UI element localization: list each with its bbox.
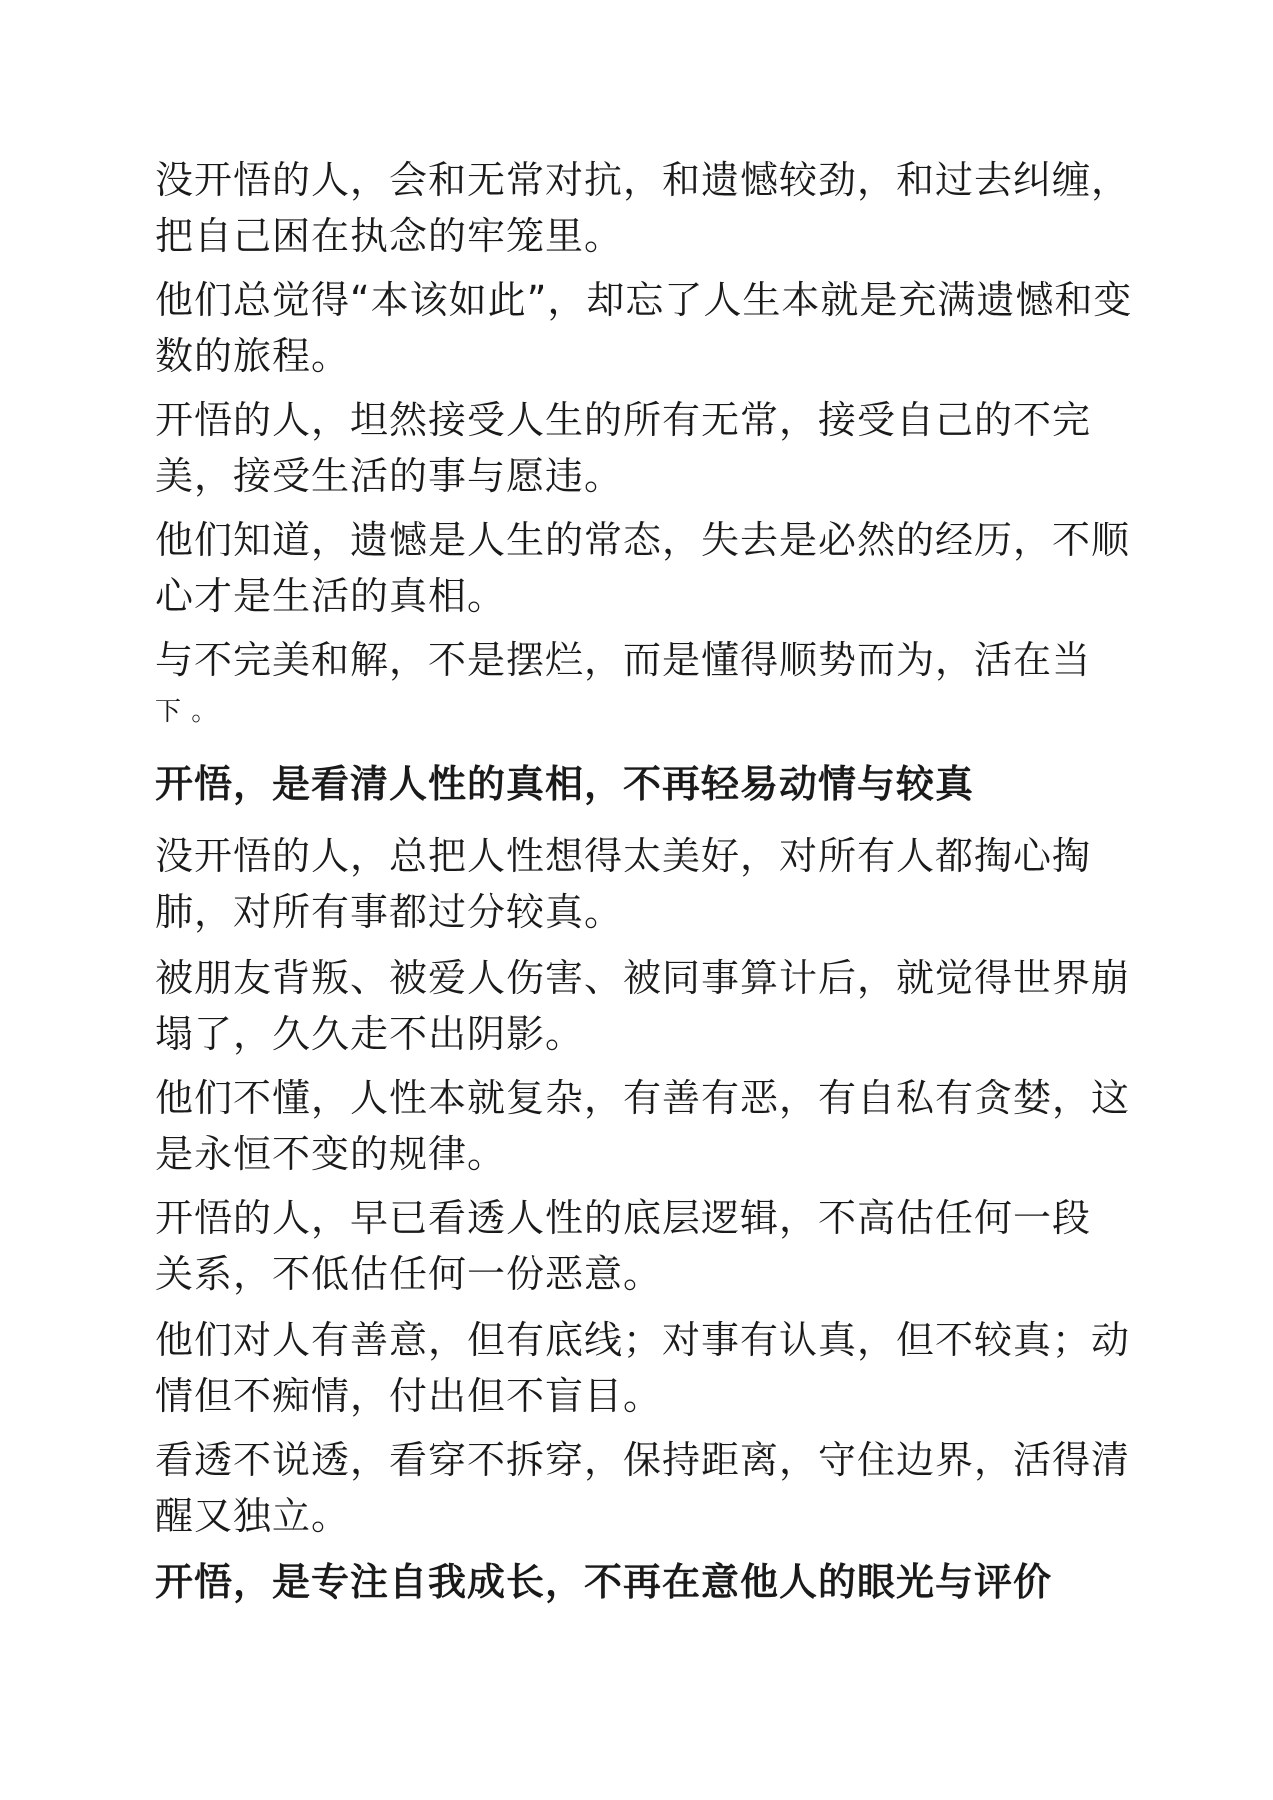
paragraph	[155, 1070, 1130, 1182]
paragraph	[155, 1190, 1130, 1302]
text-line: 醒又独立。	[155, 1494, 351, 1538]
text-line: 把自己困在执念的牢笼里。	[155, 214, 624, 258]
text-line: 下 。	[155, 697, 219, 727]
text-line: 是永恒不变的规律。	[155, 1132, 507, 1176]
text-line: 数的旅程。	[155, 334, 351, 378]
paragraph	[155, 512, 1130, 624]
text-line: 心才是生活的真相。	[155, 574, 507, 618]
text-line: 情但不痴情，付出但不盲目。	[155, 1374, 663, 1418]
text-line: 他们不懂，人性本就复杂，有善有恶，有自私有贪婪，这	[155, 1076, 1131, 1120]
text-line: 与不完美和解，不是摆烂，而是懂得顺势而为，活在当	[155, 638, 1092, 682]
paragraph	[155, 272, 1133, 384]
text-line: 被朋友背叛、被爱人伤害、被同事算计后，就觉得世界崩	[155, 956, 1131, 1000]
paragraph	[155, 152, 1130, 264]
paragraph	[155, 1312, 1130, 1424]
text-line: 他们对人有善意，但有底线；对事有认真，但不较真；动	[155, 1318, 1131, 1362]
paragraph	[155, 950, 1130, 1062]
paragraph	[155, 1432, 1130, 1544]
paragraph	[155, 392, 1130, 504]
heading-line: 开悟，是专注自我成长，不再在意他人的眼光与评价	[155, 1560, 1053, 1604]
heading-line: 开悟，是看清人性的真相，不再轻易动情与较真	[155, 762, 975, 806]
text-line: 美，接受生活的事与愿违。	[155, 454, 624, 498]
text-line: 看透不说透，看穿不拆穿，保持距离，守住边界，活得清	[155, 1438, 1131, 1482]
text-line: 关系，不低估任何一份恶意。	[155, 1252, 663, 1296]
section-heading	[155, 756, 1130, 812]
text-line: 塌了，久久走不出阴影。	[155, 1012, 585, 1056]
text-line: 肺，对所有事都过分较真。	[155, 890, 624, 934]
text-line: 没开悟的人，会和无常对抗，和遗憾较劲，和过去纠缠，	[155, 158, 1131, 202]
paragraph	[155, 828, 1130, 940]
text-line: 开悟的人，早已看透人性的底层逻辑，不高估任何一段	[155, 1196, 1092, 1240]
section-heading	[155, 1554, 1130, 1610]
text-line: 开悟的人，坦然接受人生的所有无常，接受自己的不完	[155, 398, 1092, 442]
text-line: 他们总觉得“本该如此”，却忘了人生本就是充满遗憾和变	[155, 278, 1133, 322]
paragraph	[155, 632, 1130, 736]
text-line: 他们知道，遗憾是人生的常态，失去是必然的经历，不顺	[155, 518, 1131, 562]
text-line: 没开悟的人，总把人性想得太美好，对所有人都掏心掏	[155, 834, 1092, 878]
